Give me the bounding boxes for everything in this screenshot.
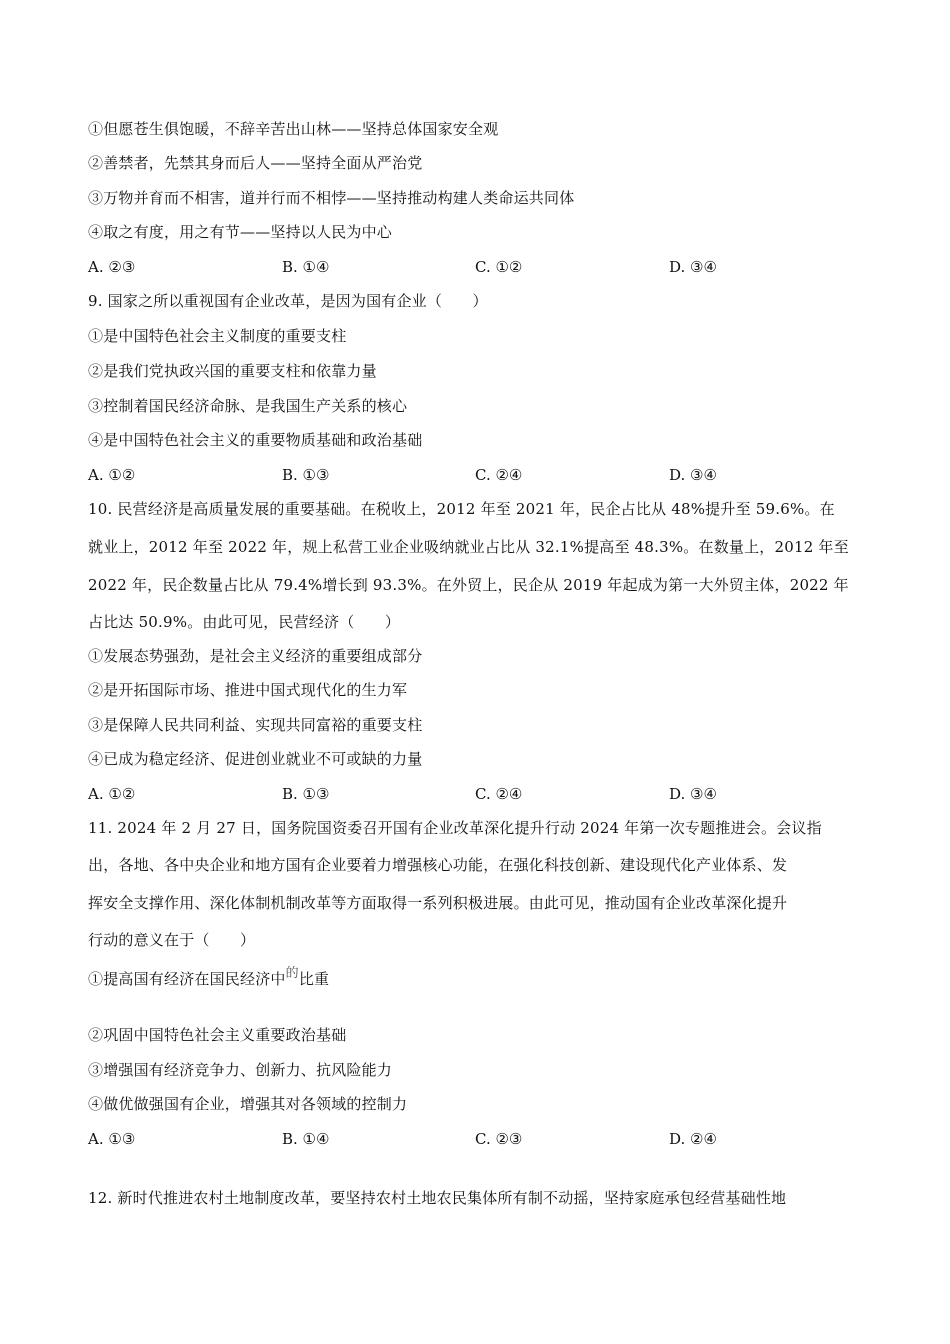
q11-option-d[interactable]: D. ②④	[669, 1130, 717, 1148]
q8-item-1: ①但愿苍生俱饱暖，不辞辛苦出山林——坚持总体国家安全观	[88, 120, 499, 138]
q8-option-c[interactable]: C. ①②	[475, 258, 523, 276]
q9-option-b[interactable]: B. ①③	[282, 466, 330, 484]
q10-option-d[interactable]: D. ③④	[669, 785, 717, 803]
q11-item-4: ④做优做强国有企业，增强其对各领域的控制力	[88, 1095, 408, 1113]
q8-option-b[interactable]: B. ①④	[282, 258, 330, 276]
q11-item-1-raised-char: 的	[285, 966, 299, 981]
q11-options	[88, 1129, 868, 1149]
q9-stem: 9. 国家之所以重视国有企业改革，是因为国有企业（ ）	[88, 292, 488, 310]
q8-option-a[interactable]: A. ②③	[88, 258, 136, 276]
q9-option-d[interactable]: D. ③④	[669, 466, 717, 484]
q10-stem-line-2: 就业上，2012 年至 2022 年，规上私营工业企业吸纳就业占比从 32.1%提高至 48.3%。在数量上，2012 年至	[88, 538, 849, 556]
q11-option-c[interactable]: C. ②③	[475, 1130, 523, 1148]
q10-option-c[interactable]: C. ②④	[475, 785, 523, 803]
q9-options	[88, 465, 868, 485]
q8-item-3: ③万物并育而不相害，道并行而不相悖——坚持推动构建人类命运共同体	[88, 189, 575, 207]
q11-stem-line-2: 出，各地、各中央企业和地方国有企业要着力增强核心功能，在强化科技创新、建设现代化产业体系、发	[88, 856, 788, 874]
q8-option-d[interactable]: D. ③④	[669, 258, 717, 276]
q9-item-3: ③控制着国民经济命脉、是我国生产关系的核心	[88, 397, 408, 415]
q11-item-1-suffix: 比重	[298, 970, 330, 988]
q10-option-a[interactable]: A. ①②	[88, 785, 136, 803]
q11-option-a[interactable]: A. ①③	[88, 1130, 136, 1148]
q10-item-3: ③是保障人民共同利益、实现共同富裕的重要支柱	[88, 716, 423, 734]
q8-item-2: ②善禁者，先禁其身而后人——坚持全面从严治党	[88, 154, 423, 172]
q11-item-2: ②巩固中国特色社会主义重要政治基础	[88, 1026, 347, 1044]
q10-stem-line-1: 10. 民营经济是高质量发展的重要基础。在税收上，2012 年至 2021 年，民企占比从 48%提升至 59.6%。在	[88, 500, 835, 518]
q11-item-1-prefix: ①提高国有经济在国民经济中	[88, 970, 286, 988]
q9-item-4: ④是中国特色社会主义的重要物质基础和政治基础	[88, 431, 423, 449]
q12-stem-line-1: 12. 新时代推进农村土地制度改革，要坚持农村土地农民集体所有制不动摇，坚持家庭承包经营基础性地	[88, 1189, 787, 1207]
q9-option-c[interactable]: C. ②④	[475, 466, 523, 484]
q11-item-3: ③增强国有经济竞争力、创新力、抗风险能力	[88, 1061, 393, 1079]
q9-option-a[interactable]: A. ①②	[88, 466, 136, 484]
q9-item-1: ①是中国特色社会主义制度的重要支柱	[88, 327, 347, 345]
q9-item-2: ②是我们党执政兴国的重要支柱和依靠力量	[88, 362, 377, 380]
q11-option-b[interactable]: B. ①④	[282, 1130, 330, 1148]
q10-option-b[interactable]: B. ①③	[282, 785, 330, 803]
q10-options	[88, 784, 868, 804]
q10-item-2: ②是开拓国际市场、推进中国式现代化的生力军	[88, 681, 408, 699]
q11-stem-line-1: 11. 2024 年 2 月 27 日，国务院国资委召开国有企业改革深化提升行动 2024 年第一次专题推进会。会议指	[88, 819, 822, 837]
q11-stem-line-3: 挥安全支撑作用、深化体制机制改革等方面取得一系列积极进展。由此可见，推动国有企业改革深化提升	[88, 894, 788, 912]
q10-item-1: ①发展态势强劲，是社会主义经济的重要组成部分	[88, 647, 423, 665]
q8-item-4: ④取之有度，用之有节——坚持以人民为中心	[88, 223, 393, 241]
q11-stem-line-4: 行动的意义在于（ ）	[88, 931, 256, 949]
q11-item-1	[88, 966, 870, 991]
q10-item-4: ④已成为稳定经济、促进创业就业不可或缺的力量	[88, 750, 423, 768]
q8-options	[88, 257, 868, 277]
q10-stem-line-3: 2022 年，民企数量占比从 79.4%增长到 93.3%。在外贸上，民企从 2019 年起成为第一大外贸主体，2022 年	[88, 576, 849, 594]
q10-stem-line-4: 占比达 50.9%。由此可见，民营经济（ ）	[88, 613, 401, 631]
